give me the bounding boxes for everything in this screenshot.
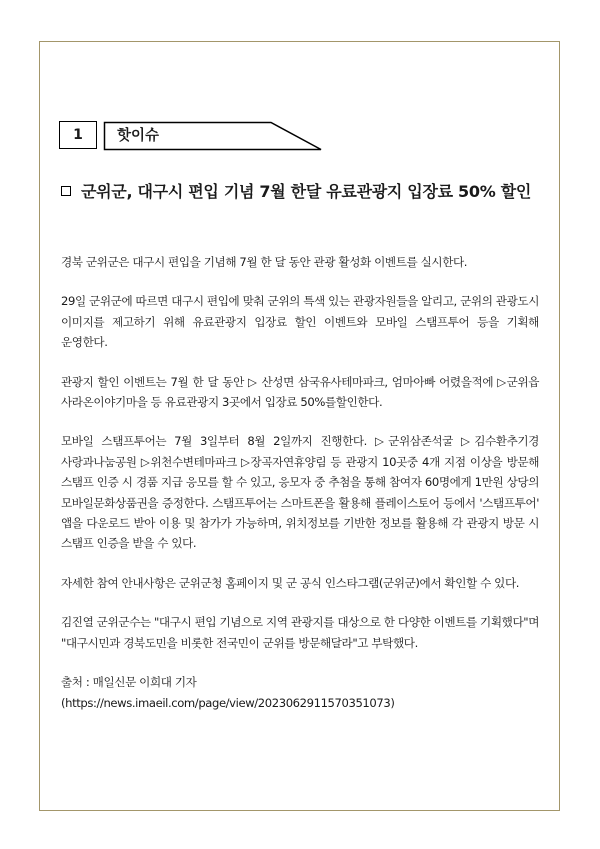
paragraph: 김진열 군위군수는 "대구시 편입 기념으로 지역 관광지를 대상으로 한 다양한 이벤트를 기획했다"며 "대구시민과 경북도민을 비롯한 전국민이 군위를 방문해달라"고 부탁했다. (61, 615, 539, 650)
paragraph: 모바일 스탬프투어는 7월 3일부터 8월 2일까지 진행한다. ▷군위삼존석굴 ▷김수환추기경 사랑과나눔공원 ▷위천수변테마파크 ▷장곡자연휴양림 등 관광지 10곳중 4개 지점 이상을 방문해 스탬프 인증 시 경품 지급 응모를 할 수 있고, 응모자 중 추첨을 통해 참여자 60명에게 1만원 상당의 모바일문화상품권을 증정한다. 스탬프투어는 스마트폰을 활용해 플레이스토어 등에서 '스탬프투어' 앱을 다운로드 받아 이용 및 참가가 가능하며, 위치정보를 기반한 정보를 활용해 각 관광지 방문 시 스탬프 인증을 받을 수 있다. (61, 434, 539, 551)
headline (61, 180, 539, 204)
article-body (61, 252, 539, 713)
source-url: (https://news.imaeil.com/page/view/2023062911570351073) (61, 695, 395, 710)
source-author: 출처 : 매일신문 이희대 기자 (61, 675, 197, 690)
paragraph: 자세한 참여 안내사항은 군위군청 홈페이지 및 군 공식 인스타그램(군위군)에서 확인할 수 있다. (61, 575, 520, 590)
section-header (59, 121, 319, 151)
checkbox-bullet-icon (61, 186, 71, 196)
paragraph: 29일 군위군에 따르면 대구시 편입에 맞춰 군위의 특색 있는 관광자원들을 알리고, 군위의 관광도시 이미지를 제고하기 위해 유료관광지 입장료 할인 이벤트와 모바일 스탬프투어 등을 기획해 운영한다. (61, 294, 539, 350)
headline-text: 군위군, 대구시 편입 기념 7월 한달 유료관광지 입장료 50% 할인 (81, 182, 532, 201)
paragraph: 경북 군위군은 대구시 편입을 기념해 7월 한 달 동안 관광 활성화 이벤트를 실시한다. (61, 255, 468, 269)
source-citation (61, 672, 539, 713)
section-number: 1 (59, 121, 97, 149)
section-title: 핫이슈 (117, 128, 160, 144)
paragraph: 관광지 할인 이벤트는 7월 한 달 동안 ▷ 산성면 삼국유사테마파크, 엄마아빠 어렸을적에 ▷군위읍 사라온이야기마을 등 유료관광지 3곳에서 입장료 50%를할인한다. (61, 374, 539, 410)
